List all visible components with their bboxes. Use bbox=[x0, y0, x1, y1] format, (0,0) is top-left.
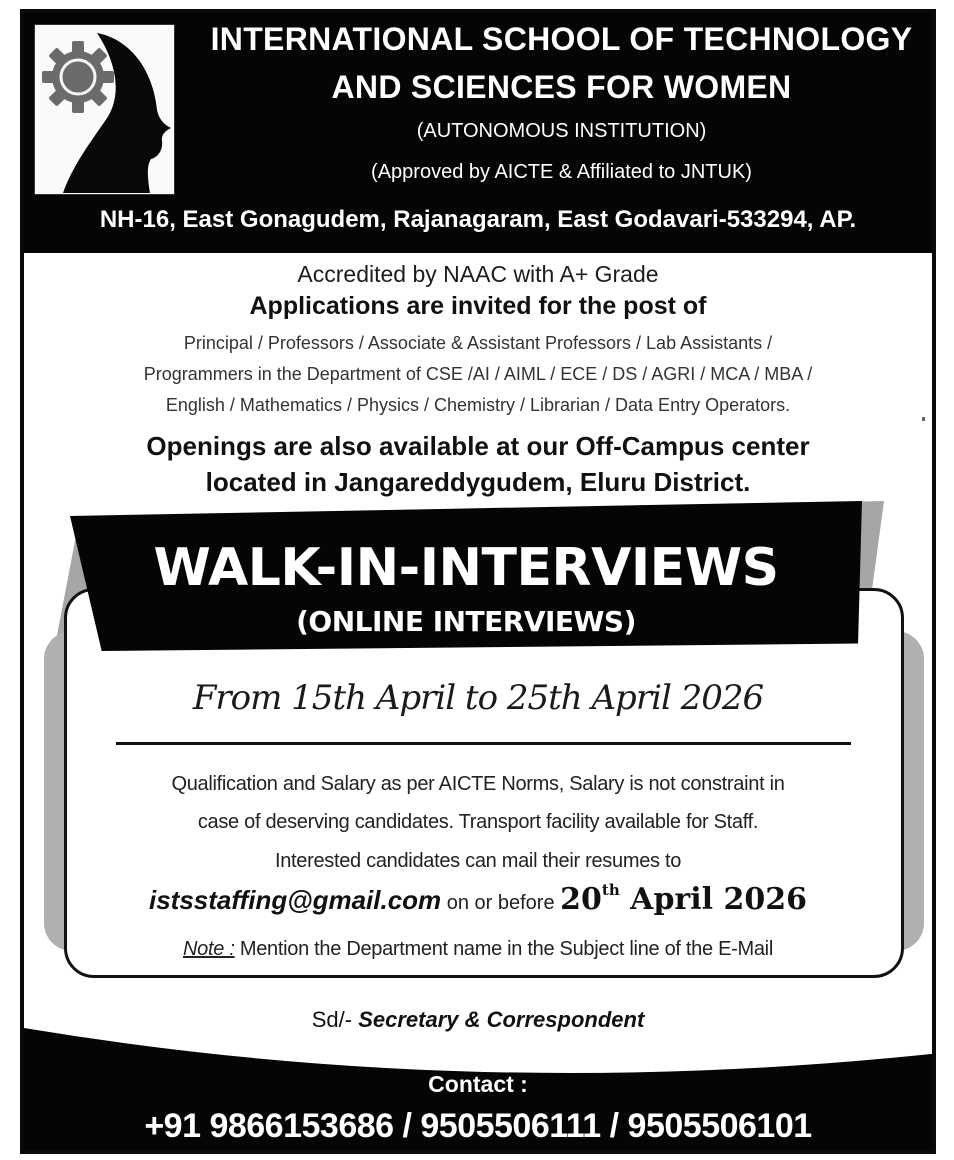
banner-title: WALK-IN-INTERVIEWS bbox=[153, 538, 779, 598]
gear-head-logo-icon bbox=[35, 25, 176, 196]
info-line: Qualification and Salary as per AICTE Norms, Salary is not constraint in bbox=[171, 773, 785, 795]
stray-mark bbox=[922, 417, 925, 421]
note-label: Note : bbox=[183, 938, 235, 960]
header-band bbox=[24, 13, 932, 253]
advertisement-frame bbox=[20, 9, 936, 1154]
email-deadline-line bbox=[24, 881, 932, 917]
info-line: Interested candidates can mail their resumes to bbox=[274, 850, 682, 872]
posts-list-line: English / Mathematics / Physics / Chemistry / Librarian / Data Entry Operators. bbox=[165, 395, 791, 415]
institution-name-line2: AND SCIENCES FOR WOMEN bbox=[331, 69, 792, 105]
deadline-date bbox=[560, 882, 807, 917]
institution-address: NH-16, East Gonagudem, Rajanagaram, East Godavari-533294, AP. bbox=[99, 206, 857, 233]
note-text: Mention the Department name in the Subject line of the E-Mail bbox=[234, 938, 773, 960]
signatory-prefix: Sd/- bbox=[311, 1007, 359, 1032]
institution-logo bbox=[34, 24, 175, 195]
applications-heading: Applications are invited for the post of bbox=[249, 292, 707, 320]
institution-approval: (Approved by AICTE & Affiliated to JNTUK) bbox=[371, 161, 752, 183]
openings-text-line: Openings are also available at our Off-Campus center bbox=[146, 431, 810, 461]
deadline-day-suffix: th bbox=[601, 881, 620, 899]
accreditation-text: Accredited by NAAC with A+ Grade bbox=[297, 261, 659, 287]
posts-list-line: Principal / Professors / Associate & Assistant Professors / Lab Assistants / bbox=[183, 333, 773, 353]
deadline-day: 20 bbox=[560, 882, 602, 917]
banner-subtitle: (ONLINE INTERVIEWS) bbox=[296, 605, 636, 638]
interview-date-range: From 15th April to 25th April 2026 bbox=[192, 678, 764, 718]
signatory-title: Secretary & Correspondent bbox=[358, 1007, 645, 1032]
institution-name-line1: INTERNATIONAL SCHOOL OF TECHNOLOGY bbox=[210, 21, 913, 57]
note-line bbox=[24, 938, 932, 961]
email-address-link[interactable]: istsstaffing@gmail.com bbox=[149, 885, 442, 915]
openings-text-line: located in Jangareddygudem, Eluru District. bbox=[205, 467, 751, 497]
contact-label: Contact : bbox=[428, 1071, 528, 1097]
divider bbox=[116, 742, 851, 745]
email-connector-text: on or before bbox=[441, 892, 561, 914]
contact-phone-numbers[interactable]: +91 9866153686 / 9505506111 / 9505506101 bbox=[144, 1107, 812, 1145]
signatory bbox=[24, 1007, 932, 1033]
deadline-month-year: April 2026 bbox=[619, 882, 807, 917]
institution-status: (AUTONOMOUS INSTITUTION) bbox=[416, 120, 707, 142]
info-line: case of deserving candidates. Transport facility available for Staff. bbox=[197, 811, 759, 833]
posts-list-line: Programmers in the Department of CSE /AI / AIML / ECE / DS / AGRI / MCA / MBA / bbox=[143, 364, 813, 384]
